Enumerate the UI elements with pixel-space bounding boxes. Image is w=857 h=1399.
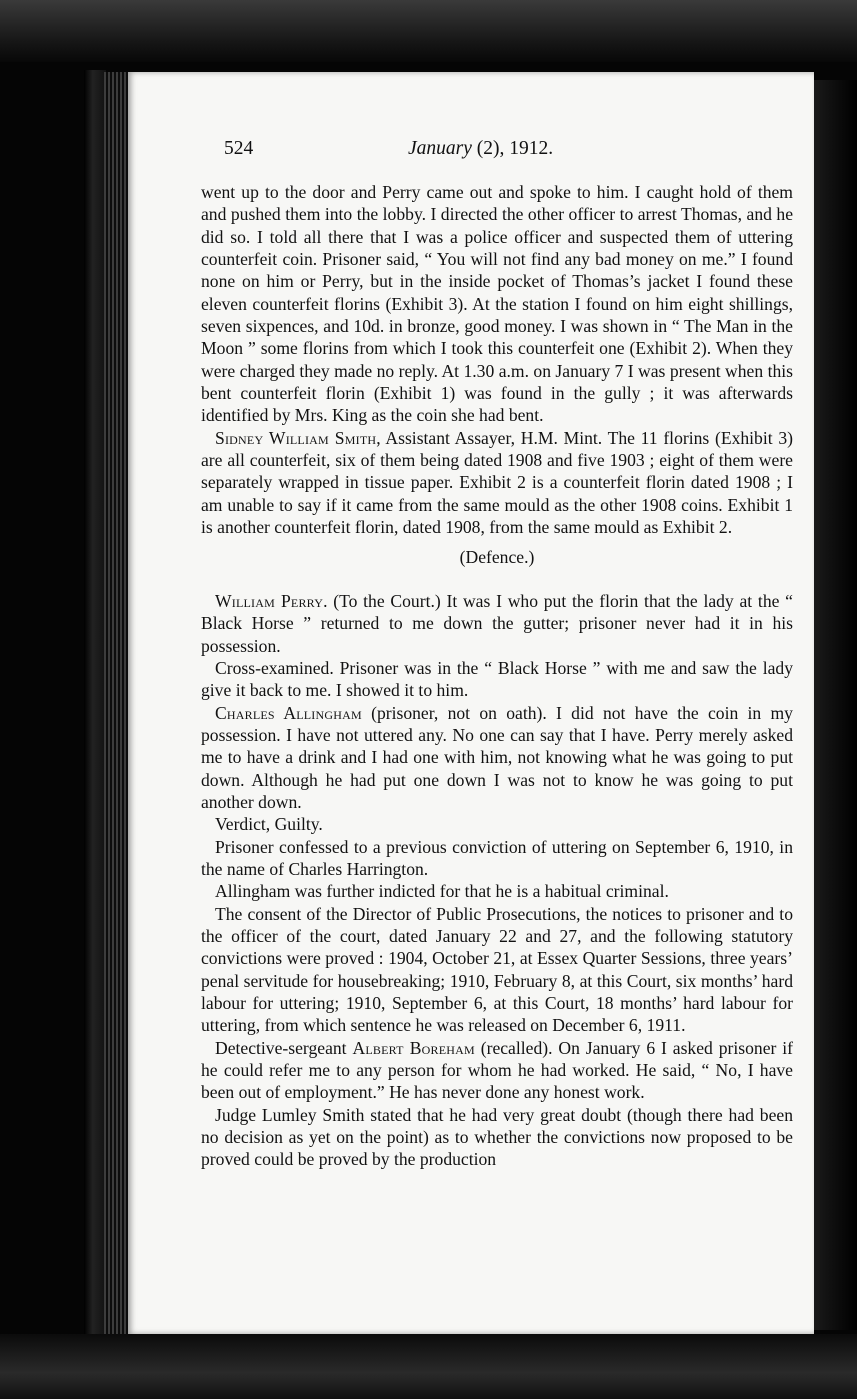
scan-bottom-margin (0, 1334, 857, 1399)
running-header (224, 138, 604, 170)
binding-shadow (84, 70, 106, 1340)
header-date (408, 138, 553, 160)
paragraph-text: , Assistant Assayer, H.M. Mint. The 11 florins (Exhibit 3) are all counterfeit, six of them being dated 1908 and five 1903 ; eight of them were separately wrapped in tissue paper. Exhibit 2 is a counterfeit florin dated 1908 ; I am unable to say if it came from the same mould as the other 1908 coins. Exhibit 1 is another counterfeit florin, dated 1908, from the same mould as Exhibit 2. (201, 427, 793, 538)
scan-right-margin (814, 80, 857, 1330)
paragraph-witness-boreham (201, 1037, 793, 1104)
paragraph-prisoner-allingham (201, 702, 793, 814)
paragraph-habitual-indictment: Allingham was further indicted for that he is a habitual criminal. (215, 881, 669, 902)
book-page-edges (104, 72, 128, 1334)
header-sitting: (2), 1912. (476, 138, 554, 159)
paragraph-witness-smith (201, 427, 793, 539)
prisoner-name: Charles Allingham (215, 702, 362, 723)
paragraph-statutory-convictions: The consent of the Director of Public Prosecutions, the notices to prisoner and to the officer of the court, dated January 22 and 27, and the following statutory convictions were proved : 1904, October 21, at Essex Quarter Sessions, three years’ penal servitude for housebreaking; 1910, February 8, at this Court, six months’ hard labour for uttering; 1910, September 6, at this Court, 18 months’ hard labour for uttering, from which sentence he was released on December 6, 1911. (201, 903, 793, 1036)
paragraph-verdict: Verdict, Guilty. (215, 814, 323, 835)
header-month: January (408, 138, 472, 159)
paragraph-testimony-continued (201, 181, 793, 427)
page-number: 524 (224, 138, 254, 159)
witness-name: William Perry (215, 590, 324, 611)
paragraph-previous-conviction: Prisoner confessed to a previous conviction of uttering on September 6, 1910, in the name of Charles Harrington. (201, 836, 793, 879)
paragraph-cross-examined: Cross-examined. Prisoner was in the “ Black Horse ” with me and saw the lady give it back to me. I showed it to him. (201, 657, 793, 701)
paragraph-witness-perry (201, 590, 793, 657)
paragraph-text: . (To the Court.) It was I who put the florin that the lady at the “ Black Horse ” returned to me down the gutter; prisoner never had it in his possession. (201, 590, 793, 656)
paragraph-text: (prisoner, not on oath). I did not have the coin in my possession. I have not uttered any. No one can say that I have. Perry merely asked me to have a drink and I had one with him, not knowing what he was going to put down. Although he had put one down I was not to know he was going to put another down. (201, 702, 793, 812)
paragraph-text: went up to the door and Perry came out and spoke to him. I caught hold of them and pushed them into the lobby. I directed the other officer to arrest Thomas, and he did so. I told all there that I was a police officer and suspected them of uttering counterfeit coin. Prisoner said, “ You will not find any bad money on me.” I found none on him or Perry, but in the inside pocket of Thomas’s jacket I found these eleven counterfeit florins (Exhibit 3). At the station I found on him eight shillings, seven sixpences, and 10d. in bronze, good money. I was shown in “ The Man in the Moon ” some florins from which I took this counterfeit one (Exhibit 2). When they were charged they made no reply. At 1.30 a.m. on January 7 I was present when this bent counterfeit florin (Exhibit 1) was found in the gully ; it was afterwards identified by Mrs. King as the coin she had bent. (201, 182, 793, 426)
witness-rank: Detective-sergeant (215, 1037, 353, 1058)
section-heading-defence: (Defence.) (459, 546, 535, 567)
paragraph-judge-statement: Judge Lumley Smith stated that he had very great doubt (though there had been no decision as yet on the point) as to whether the convictions now proposed to be proved could be proved by the production (201, 1104, 793, 1170)
scan-top-margin (0, 0, 857, 62)
witness-name: Albert Boreham (352, 1037, 475, 1058)
paragraph-text: (recalled). On January 6 I asked prisoner if he could refer me to any person for whom he had worked. He said, “ No, I have been out of employment.” He has never done any honest work. (201, 1037, 793, 1103)
body-text (201, 181, 793, 1171)
witness-name: Sidney William Smith (215, 427, 377, 448)
